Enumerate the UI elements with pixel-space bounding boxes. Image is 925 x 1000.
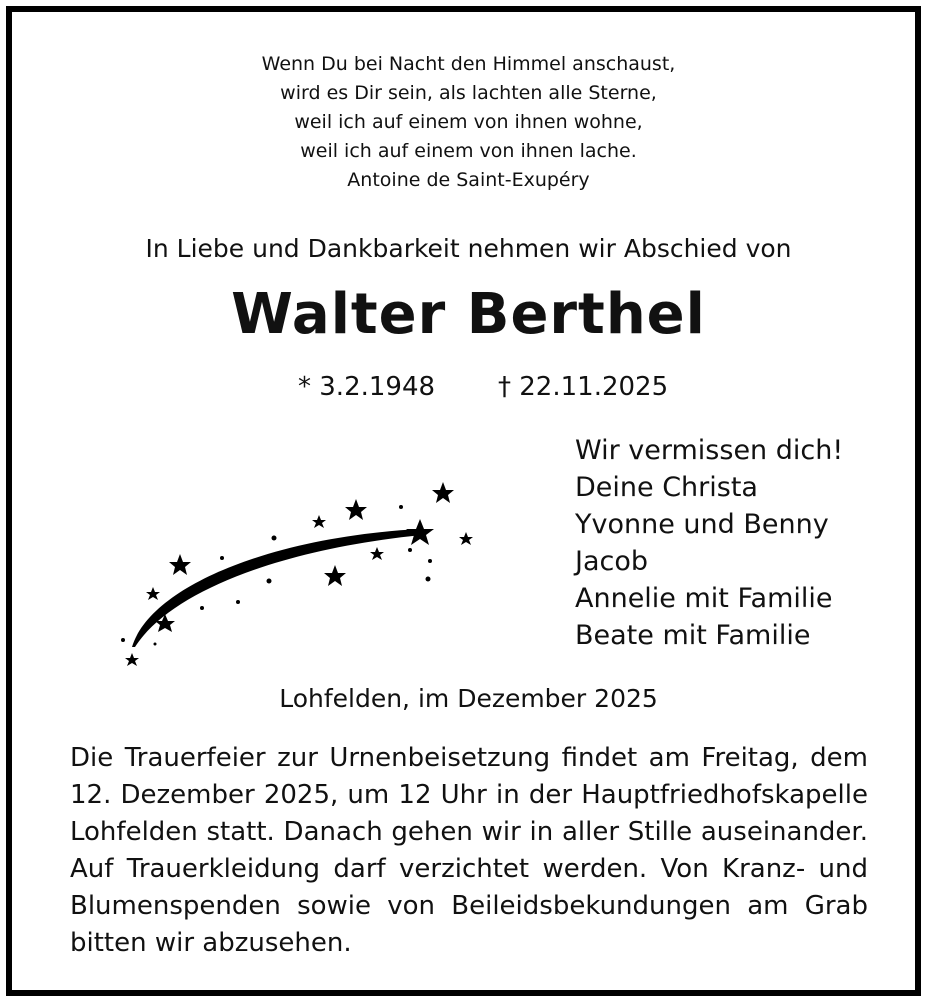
place-date: Lohfelden, im Dezember 2025: [279, 684, 658, 713]
mourner-name: Deine Christa: [575, 472, 758, 503]
mourner-name: Beate mit Familie: [575, 620, 811, 651]
quote-line: Wenn Du bei Nacht den Himmel anschaust,: [261, 53, 676, 75]
death-date: † 22.11.2025: [498, 372, 669, 402]
birth-date: * 3.2.1948: [298, 372, 436, 402]
mourners-list: [575, 432, 843, 654]
funeral-notice: Die Trauerfeier zur Urnenbeisetzung findet am Freitag, dem 12. Dezember 2025, um 12 Uhr in der Hauptfriedhofskapelle Lohfelden statt. Danach gehen wir in aller Stille auseinander. Auf Trauerkleidung darf verzichtet werden. Von Kranz- und Blumenspenden sowie von Beileidsbekundungen am Grab bitten wir abzusehen.: [70, 743, 868, 958]
obituary-frame: [6, 6, 921, 996]
quote-line: wird es Dir sein, als lachten alle Sterne,: [280, 82, 657, 104]
quote-line: weil ich auf einem von ihnen wohne,: [294, 111, 643, 133]
mourner-name: Annelie mit Familie: [575, 583, 833, 614]
quote-block: [12, 50, 925, 195]
intro-text: In Liebe und Dankbarkeit nehmen wir Abschied von: [145, 234, 792, 263]
mourner-name: Yvonne und Benny: [575, 509, 829, 540]
quote-line: weil ich auf einem von ihnen lache.: [300, 140, 637, 162]
shooting-star-illustration: [110, 477, 480, 667]
quote-author: Antoine de Saint-Exupéry: [347, 169, 590, 191]
mourners-heading: Wir vermissen dich!: [575, 435, 844, 466]
deceased-name: Walter Berthel: [231, 282, 706, 347]
mourner-name: Jacob: [575, 546, 649, 577]
